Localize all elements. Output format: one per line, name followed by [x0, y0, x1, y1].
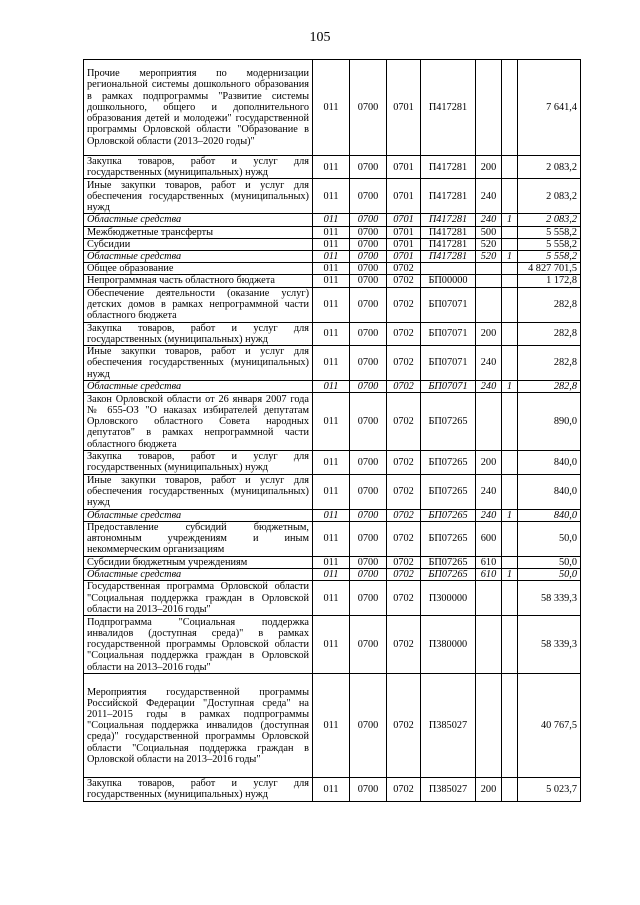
table-row: [84, 214, 581, 226]
funding-source-cell: [502, 521, 518, 556]
section-code-cell: 0700: [350, 569, 387, 581]
amount-cell: 5 023,7: [518, 778, 581, 801]
amount-cell: 282,8: [518, 322, 581, 345]
ministry-code-cell: 011: [313, 509, 350, 521]
section-code-cell: 0700: [350, 238, 387, 250]
ministry-code-cell: 011: [313, 179, 350, 214]
page-number: 105: [309, 30, 331, 45]
ministry-code-cell: 011: [313, 581, 350, 616]
subsection-code-cell: 0701: [387, 60, 421, 156]
section-code-cell: 0700: [350, 287, 387, 322]
funding-source-cell: 1: [502, 214, 518, 226]
ministry-code-cell: 011: [313, 60, 350, 156]
target-article-code-cell: П300000: [421, 581, 476, 616]
funding-source-cell: [502, 616, 518, 674]
subsection-code-cell: 0702: [387, 616, 421, 674]
funding-source-cell: [502, 322, 518, 345]
table-row: [84, 509, 581, 521]
table-row: [84, 238, 581, 250]
target-article-code-cell: П417281: [421, 251, 476, 263]
funding-source-cell: [502, 238, 518, 250]
target-article-code-cell: БП00000: [421, 275, 476, 287]
funding-source-cell: 1: [502, 509, 518, 521]
item-name-cell: Областные средства: [84, 251, 313, 263]
item-name-cell: Мероприятия государственной программы Российской Федерации "Доступная среда" на 2011–2015 годы в рамках подпрограммы "Социальная поддержка инвалидов (доступная среда)" государственной программы Орловской области "Социальная поддержка граждан в Орловской области на 2013–2016 годы": [84, 674, 313, 778]
item-name-cell: Общее образование: [84, 263, 313, 275]
section-code-cell: 0700: [350, 393, 387, 451]
table-row: [84, 156, 581, 179]
table-row: [84, 251, 581, 263]
expense-type-code-cell: 240: [476, 381, 502, 393]
table-row: [84, 381, 581, 393]
amount-cell: 50,0: [518, 556, 581, 568]
table-row: [84, 581, 581, 616]
section-code-cell: 0700: [350, 275, 387, 287]
subsection-code-cell: 0702: [387, 778, 421, 801]
amount-cell: 40 767,5: [518, 674, 581, 778]
budget-table-body: [84, 60, 581, 802]
item-name-cell: Иные закупки товаров, работ и услуг для обеспечения государственных (муниципальных) нужд: [84, 474, 313, 509]
ministry-code-cell: 011: [313, 616, 350, 674]
ministry-code-cell: 011: [313, 263, 350, 275]
funding-source-cell: [502, 674, 518, 778]
subsection-code-cell: 0702: [387, 322, 421, 345]
amount-cell: 282,8: [518, 287, 581, 322]
expense-type-code-cell: 240: [476, 509, 502, 521]
amount-cell: 840,0: [518, 451, 581, 474]
item-name-cell: Областные средства: [84, 509, 313, 521]
target-article-code-cell: П385027: [421, 674, 476, 778]
item-name-cell: Иные закупки товаров, работ и услуг для обеспечения государственных (муниципальных) нужд: [84, 346, 313, 381]
item-name-cell: Обеспечение деятельности (оказание услуг) детских домов в рамках непрограммной части областного бюджета: [84, 287, 313, 322]
section-code-cell: 0700: [350, 60, 387, 156]
funding-source-cell: [502, 474, 518, 509]
subsection-code-cell: 0702: [387, 381, 421, 393]
section-code-cell: 0700: [350, 381, 387, 393]
section-code-cell: 0700: [350, 214, 387, 226]
subsection-code-cell: 0702: [387, 346, 421, 381]
ministry-code-cell: 011: [313, 556, 350, 568]
target-article-code-cell: БП07265: [421, 521, 476, 556]
section-code-cell: 0700: [350, 581, 387, 616]
table-row: [84, 60, 581, 156]
expense-type-code-cell: 240: [476, 474, 502, 509]
section-code-cell: 0700: [350, 778, 387, 801]
subsection-code-cell: 0701: [387, 214, 421, 226]
ministry-code-cell: 011: [313, 569, 350, 581]
ministry-code-cell: 011: [313, 778, 350, 801]
ministry-code-cell: 011: [313, 156, 350, 179]
funding-source-cell: [502, 581, 518, 616]
amount-cell: 2 083,2: [518, 214, 581, 226]
ministry-code-cell: 011: [313, 275, 350, 287]
ministry-code-cell: 011: [313, 674, 350, 778]
item-name-cell: Закупка товаров, работ и услуг для государственных (муниципальных) нужд: [84, 451, 313, 474]
ministry-code-cell: 011: [313, 251, 350, 263]
amount-cell: 890,0: [518, 393, 581, 451]
ministry-code-cell: 011: [313, 381, 350, 393]
subsection-code-cell: 0701: [387, 226, 421, 238]
expense-type-code-cell: [476, 581, 502, 616]
funding-source-cell: [502, 275, 518, 287]
expense-type-code-cell: 240: [476, 179, 502, 214]
expense-type-code-cell: [476, 275, 502, 287]
amount-cell: 2 083,2: [518, 179, 581, 214]
table-row: [84, 226, 581, 238]
ministry-code-cell: 011: [313, 287, 350, 322]
expense-type-code-cell: 240: [476, 214, 502, 226]
item-name-cell: Подпрограмма "Социальная поддержка инвалидов (доступная среда)" в рамках государственной программы Орловской области "Социальная поддержка граждан в Орловской области на 2013–2016 годы": [84, 616, 313, 674]
item-name-cell: Областные средства: [84, 214, 313, 226]
section-code-cell: 0700: [350, 322, 387, 345]
table-row: [84, 451, 581, 474]
expense-type-code-cell: 500: [476, 226, 502, 238]
amount-cell: 5 558,2: [518, 238, 581, 250]
amount-cell: 58 339,3: [518, 616, 581, 674]
expense-type-code-cell: [476, 616, 502, 674]
subsection-code-cell: 0701: [387, 156, 421, 179]
expense-type-code-cell: 520: [476, 238, 502, 250]
target-article-code-cell: П417281: [421, 156, 476, 179]
table-row: [84, 179, 581, 214]
subsection-code-cell: 0702: [387, 569, 421, 581]
section-code-cell: 0700: [350, 509, 387, 521]
subsection-code-cell: 0702: [387, 521, 421, 556]
table-row: [84, 474, 581, 509]
ministry-code-cell: 011: [313, 393, 350, 451]
section-code-cell: 0700: [350, 346, 387, 381]
subsection-code-cell: 0702: [387, 287, 421, 322]
target-article-code-cell: БП07265: [421, 569, 476, 581]
subsection-code-cell: 0702: [387, 393, 421, 451]
target-article-code-cell: БП07071: [421, 287, 476, 322]
table-row: [84, 521, 581, 556]
subsection-code-cell: 0702: [387, 674, 421, 778]
subsection-code-cell: 0702: [387, 263, 421, 275]
subsection-code-cell: 0701: [387, 238, 421, 250]
funding-source-cell: 1: [502, 569, 518, 581]
item-name-cell: Областные средства: [84, 381, 313, 393]
item-name-cell: Областные средства: [84, 569, 313, 581]
section-code-cell: 0700: [350, 674, 387, 778]
item-name-cell: Закупка товаров, работ и услуг для государственных (муниципальных) нужд: [84, 156, 313, 179]
table-row: [84, 263, 581, 275]
amount-cell: 50,0: [518, 521, 581, 556]
funding-source-cell: [502, 263, 518, 275]
expense-type-code-cell: 610: [476, 569, 502, 581]
funding-source-cell: [502, 179, 518, 214]
ministry-code-cell: 011: [313, 214, 350, 226]
funding-source-cell: [502, 778, 518, 801]
expense-type-code-cell: 200: [476, 451, 502, 474]
amount-cell: 840,0: [518, 509, 581, 521]
funding-source-cell: [502, 346, 518, 381]
table-row: [84, 346, 581, 381]
amount-cell: 7 641,4: [518, 60, 581, 156]
expense-type-code-cell: [476, 674, 502, 778]
item-name-cell: Закупка товаров, работ и услуг для государственных (муниципальных) нужд: [84, 778, 313, 801]
expense-type-code-cell: 200: [476, 322, 502, 345]
table-row: [84, 778, 581, 801]
table-row: [84, 393, 581, 451]
funding-source-cell: [502, 451, 518, 474]
subsection-code-cell: 0702: [387, 581, 421, 616]
funding-source-cell: 1: [502, 381, 518, 393]
amount-cell: 2 083,2: [518, 156, 581, 179]
ministry-code-cell: 011: [313, 238, 350, 250]
section-code-cell: 0700: [350, 556, 387, 568]
item-name-cell: Межбюджетные трансферты: [84, 226, 313, 238]
target-article-code-cell: П417281: [421, 214, 476, 226]
funding-source-cell: [502, 393, 518, 451]
amount-cell: 5 558,2: [518, 226, 581, 238]
amount-cell: 58 339,3: [518, 581, 581, 616]
section-code-cell: 0700: [350, 521, 387, 556]
target-article-code-cell: БП07071: [421, 322, 476, 345]
section-code-cell: 0700: [350, 451, 387, 474]
funding-source-cell: 1: [502, 251, 518, 263]
section-code-cell: 0700: [350, 474, 387, 509]
funding-source-cell: [502, 287, 518, 322]
target-article-code-cell: П385027: [421, 778, 476, 801]
ministry-code-cell: 011: [313, 346, 350, 381]
target-article-code-cell: БП07265: [421, 393, 476, 451]
section-code-cell: 0700: [350, 263, 387, 275]
amount-cell: 5 558,2: [518, 251, 581, 263]
budget-table: [83, 59, 581, 802]
expense-type-code-cell: 600: [476, 521, 502, 556]
section-code-cell: 0700: [350, 179, 387, 214]
expense-type-code-cell: [476, 60, 502, 156]
section-code-cell: 0700: [350, 226, 387, 238]
item-name-cell: Иные закупки товаров, работ и услуг для обеспечения государственных (муниципальных) нужд: [84, 179, 313, 214]
subsection-code-cell: 0702: [387, 275, 421, 287]
item-name-cell: Прочие мероприятия по модернизации региональной системы дошкольного образования в рамках подпрограммы "Развитие системы дошкольного, общего и дополнительного образования детей и молодежи" государственной программы Орловской области "Образование в Орловской области (2013–2020 годы)": [84, 60, 313, 156]
subsection-code-cell: 0701: [387, 179, 421, 214]
item-name-cell: Закон Орловской области от 26 января 2007 года № 655-ОЗ "О наказах избирателей депутатам Орловского областного Совета народных депутатов" в рамках непрограммной части областного бюджета: [84, 393, 313, 451]
subsection-code-cell: 0702: [387, 509, 421, 521]
item-name-cell: Субсидии: [84, 238, 313, 250]
subsection-code-cell: 0702: [387, 474, 421, 509]
ministry-code-cell: 011: [313, 474, 350, 509]
target-article-code-cell: БП07265: [421, 451, 476, 474]
target-article-code-cell: П417281: [421, 60, 476, 156]
amount-cell: 1 172,8: [518, 275, 581, 287]
item-name-cell: Субсидии бюджетным учреждениям: [84, 556, 313, 568]
item-name-cell: Государственная программа Орловской области "Социальная поддержка граждан в Орловской области на 2013–2016 годы": [84, 581, 313, 616]
expense-type-code-cell: 200: [476, 778, 502, 801]
funding-source-cell: [502, 226, 518, 238]
target-article-code-cell: БП07265: [421, 509, 476, 521]
table-row: [84, 569, 581, 581]
item-name-cell: Предоставление субсидий бюджетным, автономным учреждениям и иным некоммерческим организациям: [84, 521, 313, 556]
amount-cell: 282,8: [518, 346, 581, 381]
subsection-code-cell: 0702: [387, 451, 421, 474]
expense-type-code-cell: 240: [476, 346, 502, 381]
subsection-code-cell: 0701: [387, 251, 421, 263]
table-row: [84, 674, 581, 778]
target-article-code-cell: БП07265: [421, 556, 476, 568]
expense-type-code-cell: 610: [476, 556, 502, 568]
amount-cell: 50,0: [518, 569, 581, 581]
subsection-code-cell: 0702: [387, 556, 421, 568]
expense-type-code-cell: [476, 393, 502, 451]
ministry-code-cell: 011: [313, 451, 350, 474]
ministry-code-cell: 011: [313, 322, 350, 345]
target-article-code-cell: П417281: [421, 179, 476, 214]
table-row: [84, 616, 581, 674]
ministry-code-cell: 011: [313, 226, 350, 238]
expense-type-code-cell: [476, 263, 502, 275]
amount-cell: 840,0: [518, 474, 581, 509]
amount-cell: 4 827 701,5: [518, 263, 581, 275]
table-row: [84, 322, 581, 345]
table-row: [84, 275, 581, 287]
target-article-code-cell: БП07071: [421, 346, 476, 381]
section-code-cell: 0700: [350, 616, 387, 674]
target-article-code-cell: [421, 263, 476, 275]
target-article-code-cell: БП07071: [421, 381, 476, 393]
item-name-cell: Закупка товаров, работ и услуг для государственных (муниципальных) нужд: [84, 322, 313, 345]
table-row: [84, 287, 581, 322]
funding-source-cell: [502, 556, 518, 568]
funding-source-cell: [502, 60, 518, 156]
funding-source-cell: [502, 156, 518, 179]
target-article-code-cell: П417281: [421, 226, 476, 238]
ministry-code-cell: 011: [313, 521, 350, 556]
expense-type-code-cell: 200: [476, 156, 502, 179]
expense-type-code-cell: [476, 287, 502, 322]
table-row: [84, 556, 581, 568]
target-article-code-cell: П380000: [421, 616, 476, 674]
amount-cell: 282,8: [518, 381, 581, 393]
section-code-cell: 0700: [350, 156, 387, 179]
target-article-code-cell: П417281: [421, 238, 476, 250]
section-code-cell: 0700: [350, 251, 387, 263]
target-article-code-cell: БП07265: [421, 474, 476, 509]
expense-type-code-cell: 520: [476, 251, 502, 263]
item-name-cell: Непрограммная часть областного бюджета: [84, 275, 313, 287]
